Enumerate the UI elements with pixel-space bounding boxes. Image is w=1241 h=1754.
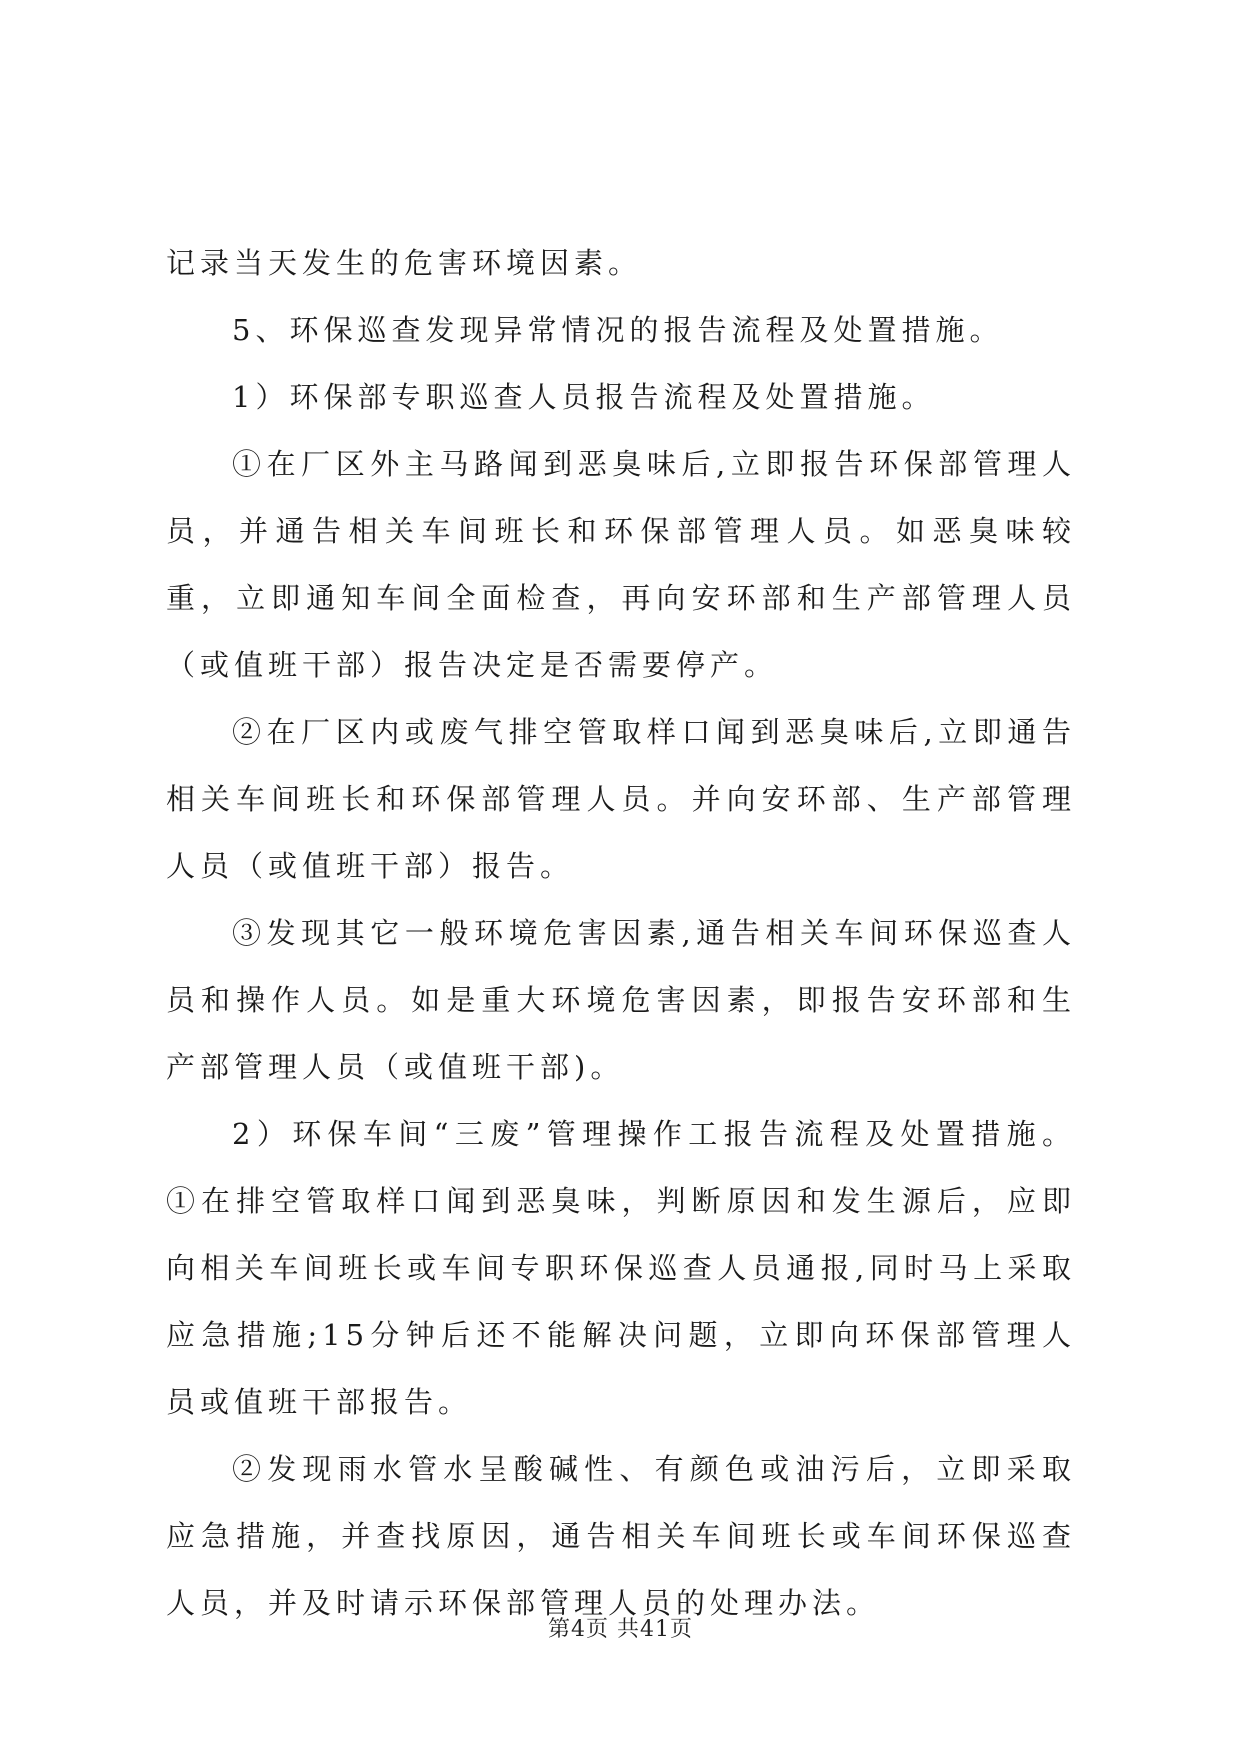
- paragraph-subsection-2-item-2: ②发现雨水管水呈酸碱性、有颜色或油污后，立即采取应急措施，并查找原因，通告相关车间班长或车间环保巡查人员，并及时请示环保部管理人员的处理办法。: [166, 1452, 1076, 1620]
- paragraph-section-5-heading: 5、环保巡查发现异常情况的报告流程及处置措施。: [232, 313, 1004, 347]
- paragraph-item-1: ①在厂区外主马路闻到恶臭味后,立即报告环保部管理人员，并通告相关车间班长和环保部管理人员。如恶臭味较重，立即通知车间全面检查，再向安环部和生产部管理人员（或值班干部）报告决定是否需要停产。: [166, 447, 1076, 682]
- document-body: [166, 230, 1076, 1637]
- paragraph-subsection-2: 2）环保车间“三废”管理操作工报告流程及处置措施。①在排空管取样口闻到恶臭味，判断原因和发生源后，应即向相关车间班长或车间专职环保巡查人员通报,同时马上采取应急措施;15分钟后还不能解决问题，立即向环保部管理人员或值班干部报告。: [166, 1117, 1076, 1419]
- paragraph-continuation: 记录当天发生的危害环境因素。: [166, 246, 643, 280]
- paragraph-item-3: ③发现其它一般环境危害因素,通告相关车间环保巡查人员和操作人员。如是重大环境危害因素，即报告安环部和生产部管理人员（或值班干部)。: [166, 916, 1076, 1084]
- paragraph-subsection-1-heading: 1）环保部专职巡查人员报告流程及处置措施。: [232, 380, 936, 414]
- paragraph-item-2: ②在厂区内或废气排空管取样口闻到恶臭味后,立即通告相关车间班长和环保部管理人员。并向安环部、生产部管理人员（或值班干部）报告。: [166, 715, 1076, 883]
- page-footer: 第4页 共41页: [548, 1617, 693, 1642]
